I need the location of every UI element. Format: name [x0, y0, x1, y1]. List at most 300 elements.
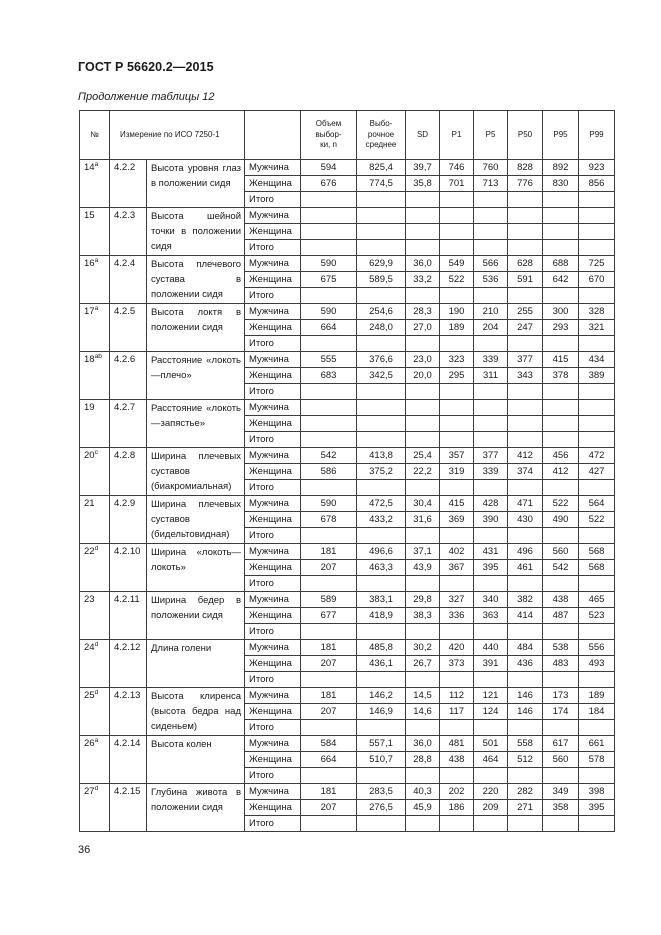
value-p1 — [440, 224, 474, 240]
header-p50: P50 — [508, 111, 543, 160]
value-p95: 300 — [543, 304, 579, 320]
sex-label: Мужчина — [245, 736, 301, 752]
value-sample-size: 181 — [301, 688, 357, 704]
measurement-name: Ширина плечевых суставов (биакромиальная) — [147, 448, 245, 496]
value-p99: 472 — [579, 448, 615, 464]
value-p5: 391 — [474, 656, 508, 672]
value-p5 — [474, 816, 508, 832]
value-p5: 121 — [474, 688, 508, 704]
row-number-cell — [80, 784, 110, 832]
value-p1 — [440, 768, 474, 784]
footnote-marker: a — [94, 737, 99, 744]
value-sd: 36,0 — [406, 736, 440, 752]
value-p1: 420 — [440, 640, 474, 656]
value-p50 — [508, 576, 543, 592]
value-mean: 146,9 — [357, 704, 406, 720]
sex-label: Итого — [245, 192, 301, 208]
value-p5: 363 — [474, 608, 508, 624]
sex-label: Женщина — [245, 704, 301, 720]
value-sample-size: 181 — [301, 784, 357, 800]
value-p50: 374 — [508, 464, 543, 480]
sex-label: Женщина — [245, 320, 301, 336]
sex-label: Итого — [245, 816, 301, 832]
value-p5: 440 — [474, 640, 508, 656]
value-p50 — [508, 224, 543, 240]
row-number-cell — [80, 208, 110, 256]
value-mean — [357, 192, 406, 208]
value-p95 — [543, 720, 579, 736]
row-number-cell — [80, 304, 110, 352]
value-sd: 27,0 — [406, 320, 440, 336]
value-mean: 383,1 — [357, 592, 406, 608]
document-header: ГОСТ Р 56620.2—2015 — [78, 60, 214, 74]
value-mean: 342,5 — [357, 368, 406, 384]
row-number-cell — [80, 352, 110, 400]
sex-label: Итого — [245, 528, 301, 544]
value-sample-size: 664 — [301, 752, 357, 768]
value-sd: 22,2 — [406, 464, 440, 480]
value-sd — [406, 768, 440, 784]
value-p1 — [440, 400, 474, 416]
value-sd: 25,4 — [406, 448, 440, 464]
header-sample-size — [301, 111, 357, 160]
value-p95: 490 — [543, 512, 579, 528]
value-p1: 367 — [440, 560, 474, 576]
header-p99: P99 — [579, 111, 615, 160]
value-sample-size — [301, 400, 357, 416]
value-p5: 339 — [474, 352, 508, 368]
value-sample-size: 207 — [301, 704, 357, 720]
value-mean — [357, 480, 406, 496]
value-p1: 415 — [440, 496, 474, 512]
value-p99 — [579, 336, 615, 352]
row-number-cell — [80, 496, 110, 544]
value-p5 — [474, 768, 508, 784]
value-sample-size — [301, 432, 357, 448]
value-p99: 434 — [579, 352, 615, 368]
row-number: 17 — [84, 306, 95, 317]
value-mean — [357, 336, 406, 352]
value-p50 — [508, 208, 543, 224]
row-number: 23 — [84, 594, 95, 605]
value-p95: 892 — [543, 160, 579, 176]
value-p50 — [508, 720, 543, 736]
sex-label: Женщина — [245, 800, 301, 816]
value-p95: 487 — [543, 608, 579, 624]
value-sd: 20,0 — [406, 368, 440, 384]
measurement-name: Высота плечевого сустава в положении сидя — [147, 256, 245, 304]
value-p50 — [508, 432, 543, 448]
value-p99: 395 — [579, 800, 615, 816]
value-mean: 413,8 — [357, 448, 406, 464]
value-p99: 568 — [579, 544, 615, 560]
value-sample-size — [301, 528, 357, 544]
value-p50: 146 — [508, 704, 543, 720]
value-sd — [406, 384, 440, 400]
value-sd — [406, 528, 440, 544]
sex-label: Итого — [245, 672, 301, 688]
value-p1: 327 — [440, 592, 474, 608]
value-p95: 538 — [543, 640, 579, 656]
footnote-marker: ab — [94, 353, 102, 360]
value-p95 — [543, 240, 579, 256]
value-mean — [357, 208, 406, 224]
value-p99: 856 — [579, 176, 615, 192]
value-sd: 35,8 — [406, 176, 440, 192]
row-number-cell — [80, 400, 110, 448]
value-mean: 589,5 — [357, 272, 406, 288]
value-p1: 189 — [440, 320, 474, 336]
value-sample-size: 676 — [301, 176, 357, 192]
value-sample-size — [301, 480, 357, 496]
value-p1 — [440, 432, 474, 448]
sex-label: Женщина — [245, 464, 301, 480]
value-mean — [357, 528, 406, 544]
value-p5 — [474, 672, 508, 688]
value-p95 — [543, 400, 579, 416]
value-p99 — [579, 240, 615, 256]
sex-label: Женщина — [245, 656, 301, 672]
value-p50: 271 — [508, 800, 543, 816]
header-sample-size-line3: ки, n — [320, 140, 337, 150]
value-p5: 395 — [474, 560, 508, 576]
value-p99: 556 — [579, 640, 615, 656]
value-p1: 373 — [440, 656, 474, 672]
value-mean: 146,2 — [357, 688, 406, 704]
value-p50: 255 — [508, 304, 543, 320]
value-p5 — [474, 432, 508, 448]
iso-code: 4.2.5 — [110, 304, 147, 352]
value-p95 — [543, 288, 579, 304]
table-row — [80, 208, 615, 224]
value-sample-size: 207 — [301, 800, 357, 816]
value-p95: 456 — [543, 448, 579, 464]
value-p95: 560 — [543, 752, 579, 768]
value-p50 — [508, 416, 543, 432]
value-p95: 438 — [543, 592, 579, 608]
table-row — [80, 400, 615, 416]
iso-code: 4.2.14 — [110, 736, 147, 784]
value-mean — [357, 240, 406, 256]
value-p50: 828 — [508, 160, 543, 176]
value-p95 — [543, 528, 579, 544]
value-p50 — [508, 384, 543, 400]
sex-label: Женщина — [245, 272, 301, 288]
table-header-row — [80, 111, 615, 160]
value-p1: 402 — [440, 544, 474, 560]
value-p50: 776 — [508, 176, 543, 192]
value-p1 — [440, 624, 474, 640]
footnote-marker: d — [94, 785, 99, 792]
value-p50 — [508, 192, 543, 208]
sex-label: Женщина — [245, 416, 301, 432]
value-p99: 564 — [579, 496, 615, 512]
value-sample-size: 586 — [301, 464, 357, 480]
value-p99 — [579, 400, 615, 416]
table-row — [80, 688, 615, 704]
row-number: 22 — [84, 546, 95, 557]
value-mean — [357, 432, 406, 448]
value-p5: 204 — [474, 320, 508, 336]
header-sample-mean-line1: Выбо- — [369, 119, 393, 129]
value-p1: 438 — [440, 752, 474, 768]
value-p5: 428 — [474, 496, 508, 512]
value-p99 — [579, 384, 615, 400]
value-p50: 382 — [508, 592, 543, 608]
value-sample-size — [301, 672, 357, 688]
value-p50 — [508, 768, 543, 784]
value-p95: 560 — [543, 544, 579, 560]
value-p95: 358 — [543, 800, 579, 816]
sex-label: Женщина — [245, 512, 301, 528]
value-p95: 173 — [543, 688, 579, 704]
value-p50: 471 — [508, 496, 543, 512]
table-row — [80, 640, 615, 656]
value-sample-size — [301, 576, 357, 592]
sex-label: Итого — [245, 624, 301, 640]
value-p95 — [543, 624, 579, 640]
value-mean — [357, 768, 406, 784]
value-p50 — [508, 400, 543, 416]
value-sample-size: 589 — [301, 592, 357, 608]
value-p1: 522 — [440, 272, 474, 288]
value-p99: 328 — [579, 304, 615, 320]
sex-label: Мужчина — [245, 352, 301, 368]
value-sample-size — [301, 208, 357, 224]
value-p99 — [579, 416, 615, 432]
row-number-cell — [80, 688, 110, 736]
value-sd: 31,6 — [406, 512, 440, 528]
sex-label: Итого — [245, 768, 301, 784]
value-p1 — [440, 672, 474, 688]
value-sd: 23,0 — [406, 352, 440, 368]
iso-code: 4.2.6 — [110, 352, 147, 400]
value-sd: 28,3 — [406, 304, 440, 320]
iso-code: 4.2.11 — [110, 592, 147, 640]
value-sample-size: 181 — [301, 640, 357, 656]
value-p95 — [543, 336, 579, 352]
value-sd — [406, 480, 440, 496]
value-p1: 336 — [440, 608, 474, 624]
value-sample-size: 542 — [301, 448, 357, 464]
header-sample-mean-line2: рочное — [367, 129, 395, 139]
value-p95: 378 — [543, 368, 579, 384]
value-p5: 536 — [474, 272, 508, 288]
value-p95 — [543, 416, 579, 432]
value-p99: 670 — [579, 272, 615, 288]
measurement-name: Расстояние «локоть—запястье» — [147, 400, 245, 448]
value-p5: 464 — [474, 752, 508, 768]
sex-label: Женщина — [245, 608, 301, 624]
sex-label: Итого — [245, 240, 301, 256]
value-p95 — [543, 768, 579, 784]
value-p50: 247 — [508, 320, 543, 336]
value-p1 — [440, 208, 474, 224]
value-sample-size — [301, 224, 357, 240]
value-sd — [406, 240, 440, 256]
value-p5 — [474, 480, 508, 496]
sex-label: Мужчина — [245, 496, 301, 512]
measurement-name: Высота локтя в положении сидя — [147, 304, 245, 352]
iso-code: 4.2.9 — [110, 496, 147, 544]
footnote-marker: a — [94, 305, 99, 312]
value-sd — [406, 192, 440, 208]
measurement-name: Глубина живота в положении сидя — [147, 784, 245, 832]
value-sample-size — [301, 288, 357, 304]
sex-label: Женщина — [245, 368, 301, 384]
value-sample-size: 181 — [301, 544, 357, 560]
value-p50 — [508, 672, 543, 688]
value-p99 — [579, 720, 615, 736]
value-p5 — [474, 384, 508, 400]
value-sample-size: 207 — [301, 656, 357, 672]
value-sd — [406, 400, 440, 416]
value-sample-size: 594 — [301, 160, 357, 176]
value-sd — [406, 208, 440, 224]
value-p99: 522 — [579, 512, 615, 528]
sex-label: Мужчина — [245, 400, 301, 416]
value-p5 — [474, 288, 508, 304]
measurement-name: Высота шейной точки в положении сидя — [147, 208, 245, 256]
value-p1: 186 — [440, 800, 474, 816]
sex-label: Итого — [245, 576, 301, 592]
header-sample-mean — [357, 111, 406, 160]
row-number: 21 — [84, 498, 95, 509]
table-row — [80, 448, 615, 464]
value-sd: 26,7 — [406, 656, 440, 672]
row-number: 26 — [84, 738, 95, 749]
value-sample-size: 207 — [301, 560, 357, 576]
value-p95: 293 — [543, 320, 579, 336]
value-p50 — [508, 816, 543, 832]
value-p99 — [579, 816, 615, 832]
value-p5: 311 — [474, 368, 508, 384]
sex-label: Итого — [245, 720, 301, 736]
value-p99: 184 — [579, 704, 615, 720]
value-p95: 542 — [543, 560, 579, 576]
value-p95: 688 — [543, 256, 579, 272]
value-p99 — [579, 432, 615, 448]
iso-code: 4.2.2 — [110, 160, 147, 208]
value-sample-size: 555 — [301, 352, 357, 368]
value-p95 — [543, 224, 579, 240]
value-sample-size: 683 — [301, 368, 357, 384]
sex-label: Мужчина — [245, 640, 301, 656]
value-p50 — [508, 624, 543, 640]
iso-code: 4.2.10 — [110, 544, 147, 592]
value-p99: 725 — [579, 256, 615, 272]
sex-label: Мужчина — [245, 688, 301, 704]
value-p1: 323 — [440, 352, 474, 368]
value-p50 — [508, 288, 543, 304]
value-sample-size — [301, 192, 357, 208]
sex-label: Мужчина — [245, 544, 301, 560]
row-number: 19 — [84, 402, 95, 413]
value-sd — [406, 432, 440, 448]
page-number: 36 — [78, 844, 91, 856]
value-mean: 436,1 — [357, 656, 406, 672]
value-sample-size: 590 — [301, 496, 357, 512]
measurement-name: Высота клиренса (высота бедра над сиденьем) — [147, 688, 245, 736]
value-sample-size: 584 — [301, 736, 357, 752]
value-p99 — [579, 768, 615, 784]
header-no: № — [80, 111, 110, 160]
value-sd — [406, 720, 440, 736]
value-p1: 190 — [440, 304, 474, 320]
sex-label: Мужчина — [245, 160, 301, 176]
sex-label: Женщина — [245, 176, 301, 192]
value-p99: 661 — [579, 736, 615, 752]
value-mean: 510,7 — [357, 752, 406, 768]
value-p95 — [543, 192, 579, 208]
value-p50: 414 — [508, 608, 543, 624]
value-mean — [357, 416, 406, 432]
footnote-marker: a — [94, 161, 99, 168]
row-number: 24 — [84, 642, 95, 653]
iso-code: 4.2.3 — [110, 208, 147, 256]
value-p5 — [474, 400, 508, 416]
value-p5 — [474, 416, 508, 432]
row-number-cell — [80, 544, 110, 592]
sex-label: Мужчина — [245, 208, 301, 224]
value-p5: 501 — [474, 736, 508, 752]
value-p50 — [508, 240, 543, 256]
value-mean: 433,2 — [357, 512, 406, 528]
footnote-marker: d — [94, 545, 99, 552]
value-sd — [406, 816, 440, 832]
value-p95: 349 — [543, 784, 579, 800]
value-sd: 43,9 — [406, 560, 440, 576]
table-row — [80, 592, 615, 608]
row-number-cell — [80, 160, 110, 208]
measurement-name: Расстояние «локоть—плечо» — [147, 352, 245, 400]
value-p99 — [579, 576, 615, 592]
value-p95 — [543, 576, 579, 592]
value-mean: 248,0 — [357, 320, 406, 336]
value-p95: 617 — [543, 736, 579, 752]
row-number-cell — [80, 448, 110, 496]
value-p1: 549 — [440, 256, 474, 272]
value-p1: 701 — [440, 176, 474, 192]
sex-label: Женщина — [245, 752, 301, 768]
value-p99: 923 — [579, 160, 615, 176]
value-p50: 146 — [508, 688, 543, 704]
value-p1 — [440, 720, 474, 736]
header-p1: P1 — [440, 111, 474, 160]
value-p99: 523 — [579, 608, 615, 624]
value-mean — [357, 720, 406, 736]
value-p5: 210 — [474, 304, 508, 320]
value-mean: 485,8 — [357, 640, 406, 656]
value-mean: 774,5 — [357, 176, 406, 192]
value-sample-size — [301, 336, 357, 352]
value-sample-size: 678 — [301, 512, 357, 528]
value-p95: 415 — [543, 352, 579, 368]
row-number: 25 — [84, 690, 95, 701]
value-p50: 512 — [508, 752, 543, 768]
value-p99: 578 — [579, 752, 615, 768]
value-sample-size: 677 — [301, 608, 357, 624]
value-p5 — [474, 528, 508, 544]
table-row — [80, 256, 615, 272]
sex-label: Итого — [245, 288, 301, 304]
iso-code: 4.2.4 — [110, 256, 147, 304]
value-p50: 436 — [508, 656, 543, 672]
measurement-name: Высота уровня глаз в положении сидя — [147, 160, 245, 208]
value-sample-size — [301, 816, 357, 832]
value-sd: 29,8 — [406, 592, 440, 608]
value-p1 — [440, 192, 474, 208]
